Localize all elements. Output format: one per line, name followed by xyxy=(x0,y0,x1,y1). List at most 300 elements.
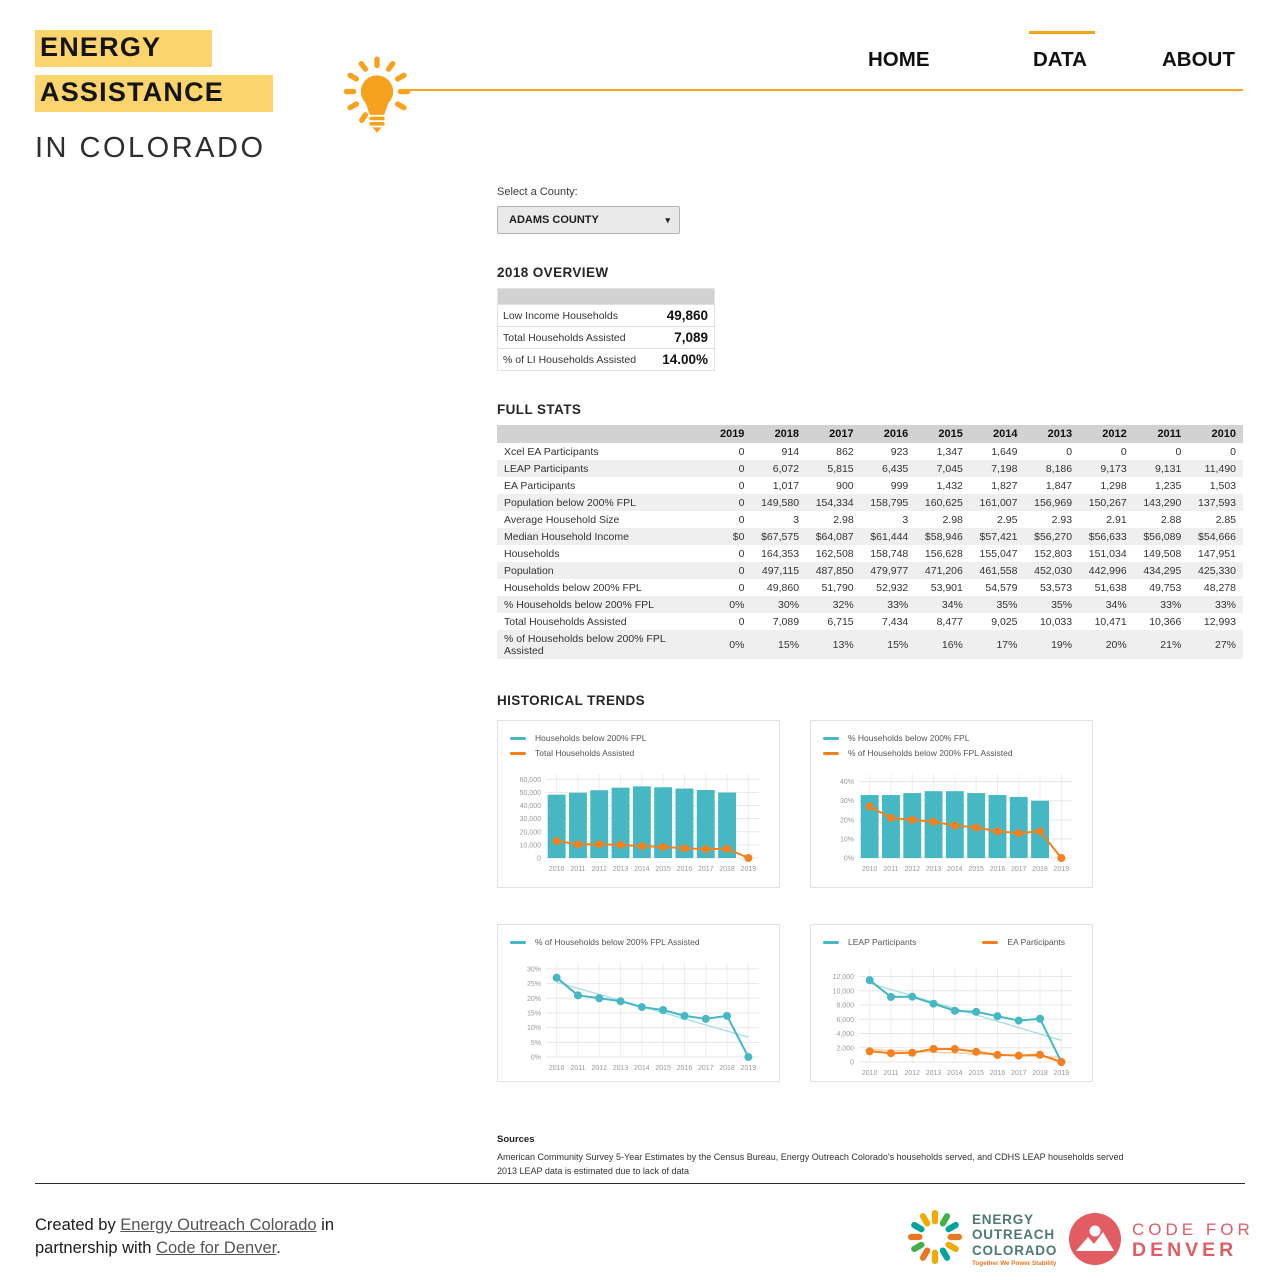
stat-cell: 1,347 xyxy=(936,445,963,458)
stat-cell: 3 xyxy=(793,513,800,526)
svg-text:20,000: 20,000 xyxy=(519,829,541,837)
stat-cell: 154,334 xyxy=(815,496,854,509)
stat-cell: 10,471 xyxy=(1094,615,1127,628)
overview-row-label: Total Households Assisted xyxy=(498,327,653,349)
svg-text:2019: 2019 xyxy=(740,1065,757,1072)
table-row xyxy=(497,443,1243,460)
stats-header-year: 2017 xyxy=(806,425,861,443)
stats-header-year: 2015 xyxy=(915,425,970,443)
svg-text:2017: 2017 xyxy=(697,866,714,873)
nav-item-data[interactable]: DATA xyxy=(1033,48,1087,71)
credit-text-mid: in partnership with xyxy=(35,1216,335,1257)
stat-cell: 137,593 xyxy=(1198,496,1236,509)
svg-text:2019: 2019 xyxy=(740,866,757,873)
legend-dash-icon xyxy=(510,941,526,944)
cfd-link[interactable]: Code for Denver xyxy=(156,1238,277,1257)
nav-active-indicator xyxy=(1029,31,1095,34)
svg-text:4,000: 4,000 xyxy=(836,1031,854,1039)
stat-cell: 2.98 xyxy=(942,513,963,526)
stat-cell: 21% xyxy=(1160,638,1182,651)
stat-cell: 1,432 xyxy=(936,479,963,492)
stats-head-row xyxy=(497,425,1243,443)
stat-cell: 479,977 xyxy=(870,564,909,577)
stat-cell: 8,477 xyxy=(936,615,963,628)
legend-label: Households below 200% FPL xyxy=(535,733,647,743)
stats-body xyxy=(497,443,1243,659)
stat-cell: 49,860 xyxy=(766,581,800,594)
footer-credit xyxy=(35,1214,380,1260)
svg-text:2016: 2016 xyxy=(676,1065,693,1072)
chart-plot xyxy=(823,960,1082,1078)
svg-text:2012: 2012 xyxy=(904,866,921,873)
legend-dash-icon xyxy=(823,752,839,755)
stat-cell: 149,508 xyxy=(1143,547,1182,560)
overview-row-value: 49,860 xyxy=(653,305,715,327)
stat-cell: 5,815 xyxy=(827,462,854,475)
stat-cell: 9,025 xyxy=(991,615,1018,628)
table-row xyxy=(497,511,1243,528)
stat-cell: 33% xyxy=(1160,598,1182,611)
legend-label: % of Households below 200% FPL Assisted xyxy=(848,748,1013,758)
stat-cell: 147,951 xyxy=(1198,547,1236,560)
nav-item-about[interactable]: ABOUT xyxy=(1162,48,1235,71)
sources-title: Sources xyxy=(497,1134,535,1145)
svg-text:2019: 2019 xyxy=(1053,866,1070,873)
svg-text:2011: 2011 xyxy=(883,1070,899,1077)
stat-cell: 3 xyxy=(902,513,909,526)
table-row xyxy=(497,460,1243,477)
stat-cell: 7,198 xyxy=(991,462,1018,475)
nav-item-home[interactable]: HOME xyxy=(868,48,930,71)
code-for-denver-logo xyxy=(1068,1212,1254,1271)
overview-row-label: Low Income Households xyxy=(498,305,653,327)
stat-cell: 156,969 xyxy=(1034,496,1073,509)
svg-text:2018: 2018 xyxy=(1032,866,1048,873)
svg-text:2011: 2011 xyxy=(570,1065,586,1072)
eoc-tagline: Together We Power Stability xyxy=(972,1259,1057,1267)
svg-text:0: 0 xyxy=(537,855,541,863)
stat-cell: 0 xyxy=(738,462,745,475)
svg-text:10%: 10% xyxy=(526,1025,541,1033)
svg-text:2010: 2010 xyxy=(548,1065,565,1072)
main-content xyxy=(497,186,1243,1178)
stat-row-label: Population xyxy=(504,564,554,577)
stat-cell: 923 xyxy=(890,445,909,458)
chart-leap-ea-participants xyxy=(810,924,1093,1082)
svg-text:2,000: 2,000 xyxy=(836,1045,854,1053)
svg-text:2018: 2018 xyxy=(1032,1070,1048,1077)
chart-plot xyxy=(823,766,1082,874)
stat-cell: 34% xyxy=(1105,598,1127,611)
stat-cell: 33% xyxy=(1214,598,1236,611)
stat-cell: 0% xyxy=(729,638,745,651)
chevron-down-icon: ▾ xyxy=(665,214,670,225)
chart-legend xyxy=(823,937,1082,952)
svg-text:6,000: 6,000 xyxy=(836,1016,854,1024)
brand-title-line3: IN COLORADO xyxy=(35,132,266,164)
charts-grid xyxy=(497,720,1243,1082)
overview-row xyxy=(498,327,715,349)
stats-header-year: 2014 xyxy=(970,425,1025,443)
table-row xyxy=(497,613,1243,630)
svg-text:2017: 2017 xyxy=(697,1065,714,1072)
stat-cell: 53,901 xyxy=(930,581,963,594)
chart-households-below-fpl xyxy=(497,720,780,888)
svg-text:2015: 2015 xyxy=(655,1065,671,1072)
table-row xyxy=(497,494,1243,511)
stat-row-label: Total Households Assisted xyxy=(504,615,627,628)
stat-cell: 158,795 xyxy=(870,496,909,509)
table-row xyxy=(497,630,1243,659)
stat-cell: 1,017 xyxy=(772,479,800,492)
svg-text:2012: 2012 xyxy=(591,1065,608,1072)
stat-cell: 1,235 xyxy=(1155,479,1182,492)
brand-title-line1: ENERGY xyxy=(35,30,212,67)
svg-text:2016: 2016 xyxy=(989,1070,1006,1077)
stat-cell: 914 xyxy=(781,445,800,458)
svg-text:2014: 2014 xyxy=(634,1065,650,1072)
svg-text:10%: 10% xyxy=(839,836,854,844)
stat-row-label: % of Households below 200% FPL Assisted xyxy=(504,632,666,657)
svg-text:2013: 2013 xyxy=(612,866,629,873)
stat-cell: 0 xyxy=(738,581,745,594)
legend-dash-icon xyxy=(823,941,839,944)
stat-cell: 1,827 xyxy=(991,479,1018,492)
stats-header-year: 2010 xyxy=(1188,425,1243,443)
chart-legend xyxy=(510,937,769,947)
legend-item xyxy=(510,748,769,758)
stat-cell: 6,715 xyxy=(827,615,854,628)
sources-line2: 2013 LEAP data is estimated due to lack of data xyxy=(497,1165,689,1176)
overview-table-header xyxy=(498,289,715,305)
overview-row-value: 7,089 xyxy=(653,327,715,349)
eoc-sunburst-icon xyxy=(906,1208,964,1271)
stat-cell: 51,790 xyxy=(821,581,854,594)
credit-period: . xyxy=(276,1238,281,1257)
cfd-text-line1: CODE FOR xyxy=(1132,1219,1254,1239)
county-select-label: Select a County: xyxy=(497,186,578,198)
svg-text:2010: 2010 xyxy=(861,866,878,873)
stat-cell: 143,290 xyxy=(1143,496,1182,509)
stat-cell: 8,186 xyxy=(1045,462,1073,475)
stat-row-label: Population below 200% FPL xyxy=(504,496,636,509)
stats-header-year: 2011 xyxy=(1134,425,1189,443)
legend-item xyxy=(823,748,1082,758)
stat-cell: 461,558 xyxy=(979,564,1018,577)
svg-text:2013: 2013 xyxy=(925,866,942,873)
legend-dash-icon xyxy=(982,941,998,944)
stat-row-label: LEAP Participants xyxy=(504,462,589,475)
stat-cell: 161,007 xyxy=(979,496,1018,509)
stat-cell: 900 xyxy=(836,479,854,492)
legend-item xyxy=(823,937,916,947)
overview-row xyxy=(498,349,715,371)
stat-cell: $54,666 xyxy=(1198,530,1236,543)
svg-text:5%: 5% xyxy=(530,1039,541,1047)
stat-cell: 160,625 xyxy=(924,496,963,509)
stat-cell: 34% xyxy=(941,598,963,611)
stat-cell: 162,508 xyxy=(815,547,854,560)
stat-cell: 7,434 xyxy=(881,615,909,628)
overview-rows xyxy=(498,305,715,371)
overview-row-label: % of LI Households Assisted xyxy=(498,349,653,371)
svg-text:25%: 25% xyxy=(526,981,541,989)
svg-text:0%: 0% xyxy=(843,855,854,863)
stat-cell: 7,089 xyxy=(772,615,800,628)
stat-row-label: Xcel EA Participants xyxy=(504,445,599,458)
stat-cell: 155,047 xyxy=(979,547,1018,560)
stat-cell: 0 xyxy=(738,564,745,577)
svg-text:2010: 2010 xyxy=(548,866,565,873)
stat-cell: 12,993 xyxy=(1203,615,1236,628)
svg-text:8,000: 8,000 xyxy=(836,1002,854,1010)
stat-cell: $56,633 xyxy=(1088,530,1127,543)
stat-cell: 30% xyxy=(778,598,800,611)
stat-cell: 1,847 xyxy=(1045,479,1073,492)
stat-cell: $57,421 xyxy=(979,530,1018,543)
stat-cell: 2.98 xyxy=(833,513,854,526)
chart-plot xyxy=(510,766,769,874)
stat-cell: 52,932 xyxy=(876,581,909,594)
stat-row-label: Households xyxy=(504,547,560,560)
table-row xyxy=(497,528,1243,545)
stat-cell: $56,270 xyxy=(1034,530,1073,543)
stat-cell: 11,490 xyxy=(1204,462,1236,475)
legend-item xyxy=(823,733,1082,743)
stat-cell: 0% xyxy=(729,598,745,611)
legend-dash-icon xyxy=(823,737,839,740)
svg-text:30,000: 30,000 xyxy=(519,816,541,824)
cfd-mountain-icon xyxy=(1068,1212,1122,1271)
table-row xyxy=(497,579,1243,596)
stat-cell: 10,366 xyxy=(1149,615,1182,628)
stat-cell: 17% xyxy=(996,638,1018,651)
svg-text:30%: 30% xyxy=(526,966,541,974)
legend-label: Total Households Assisted xyxy=(535,748,635,758)
stat-row-label: Median Household Income xyxy=(504,530,629,543)
stat-cell: 7,045 xyxy=(936,462,963,475)
eoc-text-line1: ENERGY xyxy=(972,1212,1034,1228)
stat-cell: 0 xyxy=(738,479,745,492)
brand-title-line2: ASSISTANCE xyxy=(35,75,273,112)
stat-row-label: Households below 200% FPL xyxy=(504,581,642,594)
svg-text:15%: 15% xyxy=(526,1010,541,1018)
svg-text:2014: 2014 xyxy=(947,1070,963,1077)
svg-text:2018: 2018 xyxy=(719,866,735,873)
stat-cell: 471,206 xyxy=(924,564,963,577)
stat-cell: 15% xyxy=(887,638,909,651)
stat-cell: 10,033 xyxy=(1039,615,1073,628)
stat-cell: 164,353 xyxy=(761,547,800,560)
svg-text:40%: 40% xyxy=(839,779,854,787)
stat-cell: 151,034 xyxy=(1088,547,1127,560)
energy-outreach-colorado-logo xyxy=(906,1208,1057,1271)
overview-row xyxy=(498,305,715,327)
stat-cell: 48,278 xyxy=(1203,581,1236,594)
stat-cell: 2.91 xyxy=(1106,513,1127,526)
stat-cell: 49,753 xyxy=(1149,581,1182,594)
stat-cell: 53,573 xyxy=(1039,581,1073,594)
svg-text:2015: 2015 xyxy=(968,866,984,873)
svg-text:12,000: 12,000 xyxy=(832,974,854,982)
svg-text:2013: 2013 xyxy=(925,1070,942,1077)
stat-cell: 1,649 xyxy=(991,445,1018,458)
overview-title: 2018 OVERVIEW xyxy=(497,265,609,280)
legend-label: % of Households below 200% FPL Assisted xyxy=(535,937,700,947)
stat-cell: 32% xyxy=(832,598,854,611)
stat-cell: 442,996 xyxy=(1088,564,1127,577)
stat-cell: 158,748 xyxy=(870,547,909,560)
stats-header-year: 2016 xyxy=(861,425,916,443)
legend-item xyxy=(982,937,1065,947)
stat-row-label: % Households below 200% FPL xyxy=(504,598,655,611)
table-row xyxy=(497,545,1243,562)
stat-cell: 13% xyxy=(832,638,854,651)
stat-cell: 16% xyxy=(941,638,963,651)
stat-cell: 0 xyxy=(738,513,745,526)
legend-item xyxy=(510,733,769,743)
stat-cell: 425,330 xyxy=(1198,564,1236,577)
svg-text:2010: 2010 xyxy=(861,1070,878,1077)
overview-table xyxy=(497,288,715,371)
stat-cell: 0 xyxy=(738,547,745,560)
credit-text: Created by xyxy=(35,1216,121,1234)
svg-text:2015: 2015 xyxy=(655,866,671,873)
stat-cell: 152,803 xyxy=(1034,547,1073,560)
footer-divider xyxy=(35,1183,1245,1184)
svg-text:2011: 2011 xyxy=(570,866,586,873)
full-stats-table xyxy=(497,425,1243,659)
legend-label: % Households below 200% FPL xyxy=(848,733,970,743)
legend-label: EA Participants xyxy=(1007,937,1065,947)
eoc-text-line2: OUTREACH xyxy=(972,1227,1055,1243)
stat-cell: 452,030 xyxy=(1034,564,1073,577)
svg-text:2011: 2011 xyxy=(883,866,899,873)
svg-text:0%: 0% xyxy=(530,1054,541,1062)
eoc-link[interactable]: Energy Outreach Colorado xyxy=(120,1216,317,1234)
svg-text:60,000: 60,000 xyxy=(519,776,541,784)
stats-header-year: 2019 xyxy=(711,425,751,443)
stat-cell: 33% xyxy=(887,598,909,611)
svg-text:2016: 2016 xyxy=(676,866,693,873)
stat-cell: 0 xyxy=(738,615,745,628)
stat-cell: 35% xyxy=(996,598,1018,611)
legend-dash-icon xyxy=(510,752,526,755)
stat-cell: 0 xyxy=(1120,445,1127,458)
stat-cell: 2.88 xyxy=(1160,513,1182,526)
stat-cell: 54,579 xyxy=(985,581,1018,594)
stat-cell: 20% xyxy=(1105,638,1127,651)
stat-cell: 434,295 xyxy=(1143,564,1182,577)
chart-legend xyxy=(823,733,1082,758)
stat-cell: $61,444 xyxy=(870,530,909,543)
legend-item xyxy=(510,937,769,947)
svg-text:50,000: 50,000 xyxy=(519,789,541,797)
svg-text:30%: 30% xyxy=(839,798,854,806)
chart-pct-assisted xyxy=(497,924,780,1082)
chart-pct-households-below-fpl xyxy=(810,720,1093,888)
stat-cell: 51,638 xyxy=(1094,581,1127,594)
svg-text:2017: 2017 xyxy=(1010,866,1027,873)
stat-cell: $56,089 xyxy=(1143,530,1182,543)
svg-text:20%: 20% xyxy=(839,817,854,825)
svg-text:10,000: 10,000 xyxy=(832,988,854,996)
svg-text:2014: 2014 xyxy=(947,866,963,873)
stat-cell: 0 xyxy=(738,445,745,458)
county-select[interactable] xyxy=(497,206,680,234)
county-select-value: ADAMS COUNTY xyxy=(509,214,599,226)
stats-header-year: 2018 xyxy=(751,425,806,443)
stat-row-label: EA Participants xyxy=(504,479,576,492)
stat-cell: 156,628 xyxy=(924,547,963,560)
stat-cell: $64,087 xyxy=(815,530,854,543)
stat-cell: $58,946 xyxy=(924,530,963,543)
stats-header-year: 2012 xyxy=(1079,425,1134,443)
svg-text:2015: 2015 xyxy=(968,1070,984,1077)
stats-header-empty xyxy=(497,425,711,443)
svg-text:2018: 2018 xyxy=(719,1065,735,1072)
eoc-text-line3: COLORADO xyxy=(972,1242,1058,1258)
stat-cell: 2.93 xyxy=(1051,513,1073,526)
chart-legend xyxy=(510,733,769,758)
chart-plot xyxy=(510,955,769,1073)
stat-cell: 35% xyxy=(1051,598,1073,611)
stat-cell: 0 xyxy=(1175,445,1182,458)
sources-section xyxy=(497,1134,1243,1178)
stat-cell: 0 xyxy=(1230,445,1236,458)
legend-dash-icon xyxy=(510,737,526,740)
svg-text:40,000: 40,000 xyxy=(519,803,541,810)
stat-cell: 2.95 xyxy=(997,513,1018,526)
cfd-text-line2: DENVER xyxy=(1132,1239,1238,1262)
stat-cell: 149,580 xyxy=(761,496,800,509)
stat-cell: $0 xyxy=(732,530,745,543)
stat-cell: 0 xyxy=(738,496,745,509)
table-row xyxy=(497,562,1243,579)
svg-text:2013: 2013 xyxy=(612,1065,629,1072)
stat-cell: 1,298 xyxy=(1100,479,1127,492)
stat-cell: 27% xyxy=(1214,638,1236,651)
svg-text:2012: 2012 xyxy=(904,1070,921,1077)
header-divider-line xyxy=(401,89,1243,91)
stat-cell: 6,072 xyxy=(772,462,800,475)
stat-cell: 150,267 xyxy=(1088,496,1127,509)
svg-text:2014: 2014 xyxy=(634,866,650,873)
stat-cell: 1,503 xyxy=(1209,479,1236,492)
svg-text:2016: 2016 xyxy=(989,866,1006,873)
stat-cell: 9,131 xyxy=(1155,462,1182,475)
stats-header-year: 2013 xyxy=(1024,425,1079,443)
svg-text:2017: 2017 xyxy=(1010,1070,1027,1077)
stat-cell: $67,575 xyxy=(761,530,800,543)
svg-text:10,000: 10,000 xyxy=(519,842,541,850)
stat-cell: 0 xyxy=(1066,445,1073,458)
lightbulb-icon xyxy=(341,52,413,145)
stat-cell: 19% xyxy=(1051,638,1073,651)
table-row xyxy=(497,596,1243,613)
stat-cell: 862 xyxy=(836,445,854,458)
stat-cell: 2.85 xyxy=(1215,513,1236,526)
stat-cell: 497,115 xyxy=(761,564,800,577)
stat-cell: 6,435 xyxy=(881,462,909,475)
stat-cell: 9,173 xyxy=(1100,462,1127,475)
svg-text:2012: 2012 xyxy=(591,866,608,873)
svg-text:0: 0 xyxy=(850,1059,854,1067)
svg-text:2019: 2019 xyxy=(1053,1070,1070,1077)
stat-cell: 487,850 xyxy=(815,564,854,577)
sources-line1: American Community Survey 5-Year Estimates by the Census Bureau, Energy Outreach Colorado's households served, and CDHS LEAP households served xyxy=(497,1152,1124,1162)
stat-cell: 15% xyxy=(778,638,800,651)
